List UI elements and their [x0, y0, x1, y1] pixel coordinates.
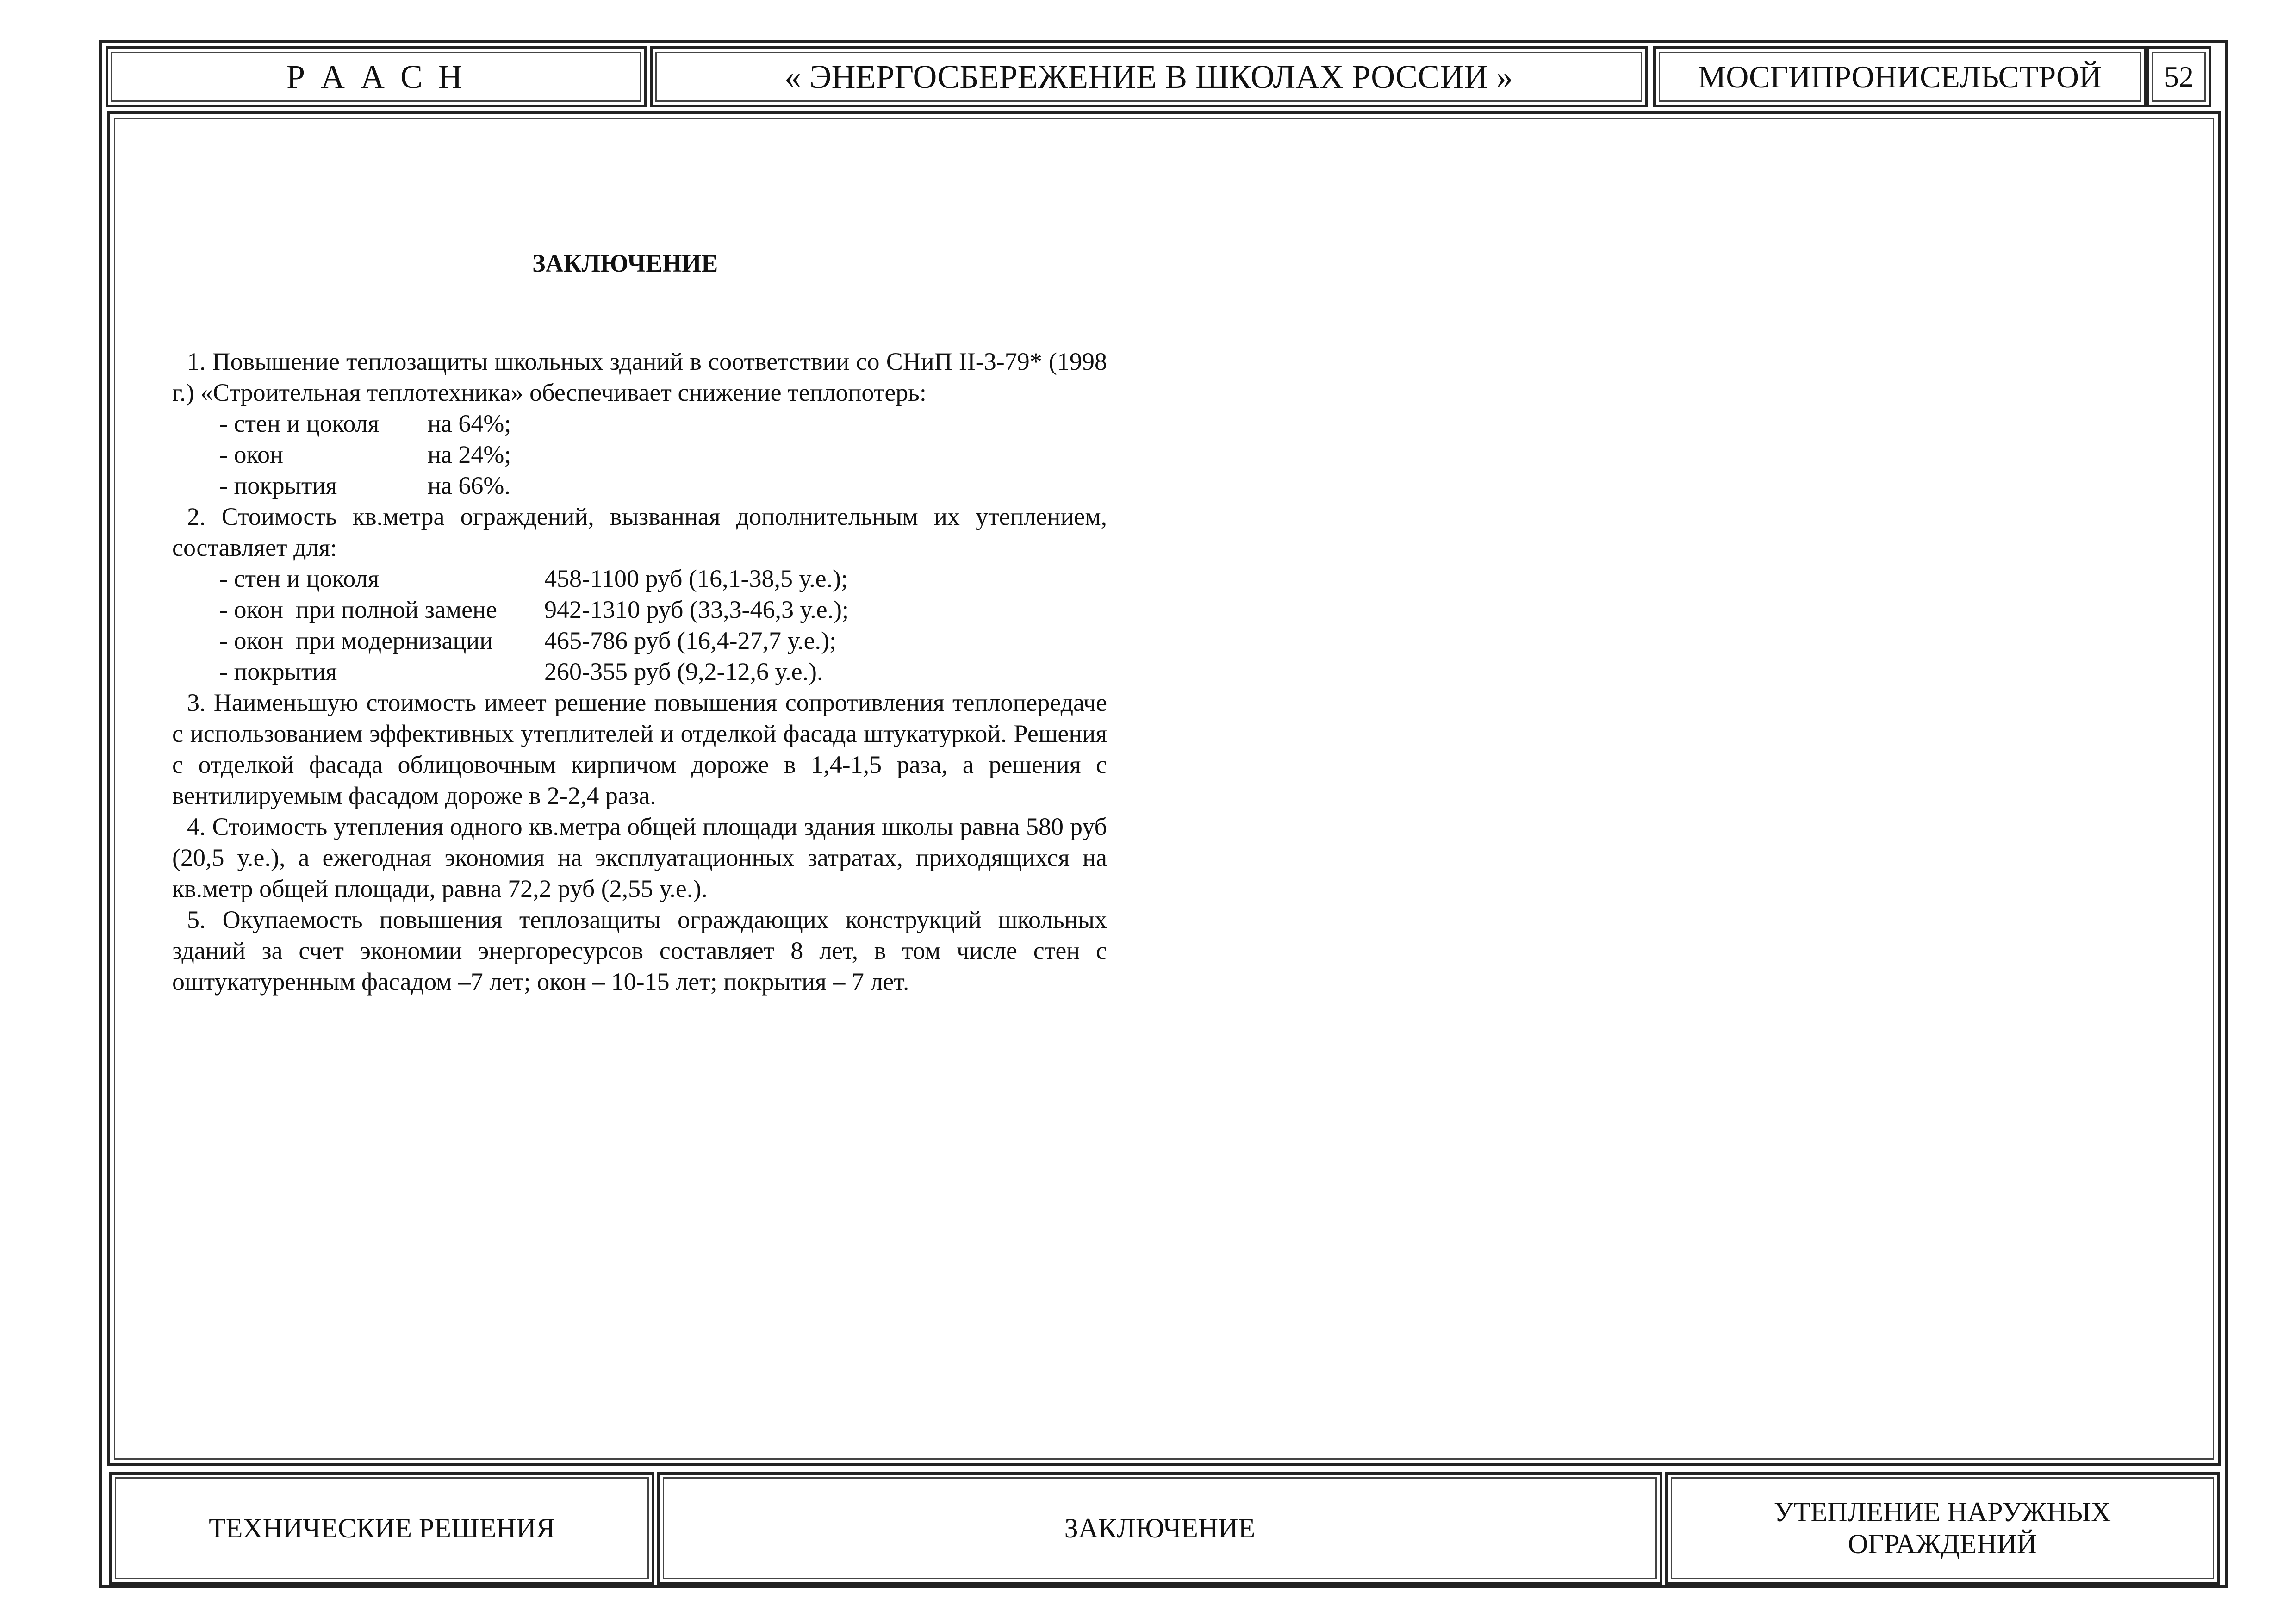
footer-right-cell: [1665, 1472, 2220, 1585]
item2-row: - стен и цоколя 458-1100 руб (16,1-38,5 у.е.);: [219, 565, 848, 592]
header-title: « ЭНЕРГОСБЕРЕЖЕНИЕ В ШКОЛАХ РОССИИ »: [784, 58, 1513, 95]
item-2: 2. Стоимость кв.метра ограждений, вызванная дополнительным их утеплением, составляет для:: [172, 503, 1107, 561]
footer-center-cell: [657, 1472, 1662, 1585]
header-title-cell: [650, 46, 1648, 107]
footer-topic: ЗАКЛЮЧЕНИЕ: [1064, 1512, 1256, 1543]
item1-row: - стен и цоколя на 64%;: [219, 410, 511, 437]
page-number-cell: [2147, 46, 2211, 107]
conclusion-text: [172, 346, 1107, 997]
item-3: 3. Наименьшую стоимость имеет решение повышения сопротивления теплопередаче с использованием эффективных утеплителей и отделкой фасада штукатуркой. Решения с отделкой фасада облицовочным кирпичом дороже в 1,4-1,5 раза, а решения с вентилируемым фасадом дороже в 2-2,4 раза.: [172, 689, 1107, 809]
footer-subject: УТЕПЛЕНИЕ НАРУЖНЫХ ОГРАЖДЕНИЙ: [1773, 1497, 2111, 1559]
header-org-cell: [106, 46, 647, 107]
footer-section: ТЕХНИЧЕСКИЕ РЕШЕНИЯ: [209, 1512, 555, 1543]
item-5: 5. Окупаемость повышения теплозащиты ограждающих конструкций школьных зданий за счет экономии энергоресурсов составляет 8 лет, в том числе стен с оштукатуренным фасадом –7 лет; окон – 10-15 лет; покрытия – 7 лет.: [172, 906, 1107, 996]
header-org: Р А А С Н: [286, 58, 467, 95]
item2-row: - окон при модернизации 465-786 руб (16,4-27,7 у.е.);: [219, 627, 837, 654]
page-number: 52: [2164, 60, 2194, 93]
footer-left-cell: [109, 1472, 654, 1585]
item1-row: - покрытия на 66%.: [219, 472, 510, 499]
item2-row: - окон при полной замене 942-1310 руб (33,3-46,3 у.е.);: [219, 596, 849, 623]
item-4: 4. Стоимость утепления одного кв.метра общей площади здания школы равна 580 руб (20,5 у.е.), а ежегодная экономия на эксплуатационных затратах, приходящихся на кв.метр общей площади, равна 72,2 руб (2,55 у.е.).: [172, 813, 1107, 902]
header-company: МОСГИПРОНИСЕЛЬСТРОЙ: [1698, 59, 2102, 94]
item1-row: - окон на 24%;: [219, 441, 511, 468]
item-1: 1. Повышение теплозащиты школьных зданий в соответствии со СНиП II-3-79* (1998 г.) «Строительная теплотехника» обеспечивает снижение теплопотерь:: [172, 348, 1107, 406]
header-company-cell: [1653, 46, 2147, 107]
page-heading: ЗАКЛЮЧЕНИЕ: [532, 249, 718, 277]
item2-row: - покрытия 260-355 руб (9,2-12,6 у.е.).: [219, 658, 823, 685]
